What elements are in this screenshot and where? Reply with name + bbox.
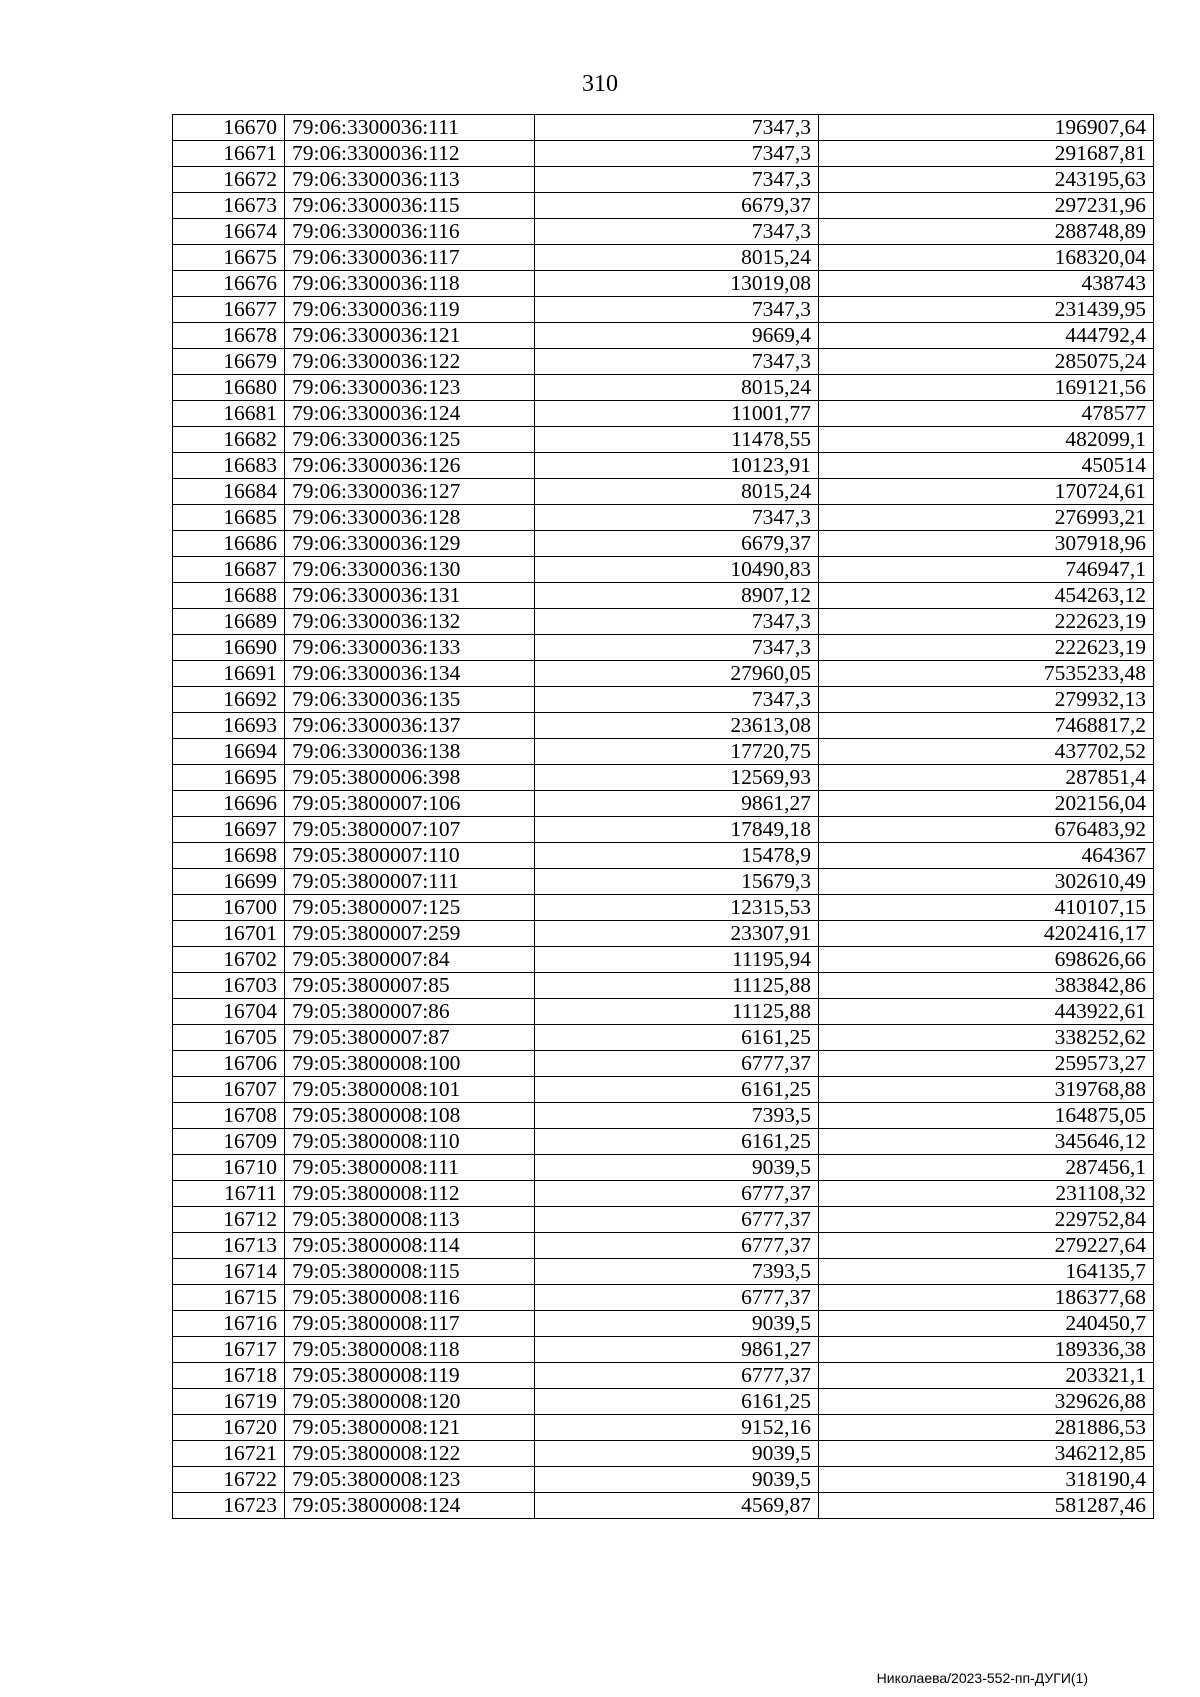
cadastral-value-cell: 454263,12 — [819, 583, 1154, 609]
area-cell: 6679,37 — [535, 193, 819, 219]
table-row — [173, 1051, 1154, 1077]
row-number-cell: 16711 — [173, 1181, 285, 1207]
cadastral-number-cell: 79:06:3300036:129 — [285, 531, 535, 557]
cadastral-value-cell: 444792,4 — [819, 323, 1154, 349]
row-number-cell: 16708 — [173, 1103, 285, 1129]
row-number-cell: 16710 — [173, 1155, 285, 1181]
cadastral-value-cell: 7535233,48 — [819, 661, 1154, 687]
cadastral-number-cell: 79:06:3300036:134 — [285, 661, 535, 687]
table-row — [173, 1207, 1154, 1233]
cadastral-value-cell: 329626,88 — [819, 1389, 1154, 1415]
row-number-cell: 16722 — [173, 1467, 285, 1493]
cadastral-value-cell: 170724,61 — [819, 479, 1154, 505]
area-cell: 4569,87 — [535, 1493, 819, 1519]
cadastral-number-cell: 79:05:3800008:101 — [285, 1077, 535, 1103]
table-row — [173, 479, 1154, 505]
cadastral-number-cell: 79:06:3300036:122 — [285, 349, 535, 375]
row-number-cell: 16714 — [173, 1259, 285, 1285]
cadastral-value-cell: 410107,15 — [819, 895, 1154, 921]
table-row — [173, 1259, 1154, 1285]
table-row — [173, 1337, 1154, 1363]
area-cell: 23613,08 — [535, 713, 819, 739]
table-row — [173, 167, 1154, 193]
cadastral-number-cell: 79:05:3800008:121 — [285, 1415, 535, 1441]
row-number-cell: 16697 — [173, 817, 285, 843]
cadastral-value-cell: 297231,96 — [819, 193, 1154, 219]
table-row — [173, 739, 1154, 765]
table-row — [173, 505, 1154, 531]
cadastral-value-cell: 4202416,17 — [819, 921, 1154, 947]
row-number-cell: 16692 — [173, 687, 285, 713]
cadastral-value-cell: 346212,85 — [819, 1441, 1154, 1467]
row-number-cell: 16698 — [173, 843, 285, 869]
cadastral-number-cell: 79:06:3300036:116 — [285, 219, 535, 245]
cadastral-value-table — [172, 114, 1154, 1519]
cadastral-number-cell: 79:06:3300036:132 — [285, 609, 535, 635]
table-row — [173, 687, 1154, 713]
row-number-cell: 16702 — [173, 947, 285, 973]
area-cell: 7393,5 — [535, 1259, 819, 1285]
table-row — [173, 427, 1154, 453]
cadastral-value-cell: 279932,13 — [819, 687, 1154, 713]
cadastral-value-cell: 307918,96 — [819, 531, 1154, 557]
row-number-cell: 16685 — [173, 505, 285, 531]
area-cell: 7347,3 — [535, 115, 819, 141]
cadastral-value-cell: 196907,64 — [819, 115, 1154, 141]
table-row — [173, 869, 1154, 895]
table-row — [173, 1103, 1154, 1129]
area-cell: 7347,3 — [535, 505, 819, 531]
cadastral-value-cell: 478577 — [819, 401, 1154, 427]
table-row — [173, 1363, 1154, 1389]
cadastral-value-cell: 287851,4 — [819, 765, 1154, 791]
cadastral-number-cell: 79:06:3300036:135 — [285, 687, 535, 713]
cadastral-number-cell: 79:06:3300036:137 — [285, 713, 535, 739]
area-cell: 9039,5 — [535, 1311, 819, 1337]
cadastral-number-cell: 79:06:3300036:130 — [285, 557, 535, 583]
cadastral-number-cell: 79:05:3800007:107 — [285, 817, 535, 843]
table-row — [173, 531, 1154, 557]
table-row — [173, 973, 1154, 999]
area-cell: 15679,3 — [535, 869, 819, 895]
area-cell: 6777,37 — [535, 1051, 819, 1077]
row-number-cell: 16701 — [173, 921, 285, 947]
cadastral-value-cell: 222623,19 — [819, 609, 1154, 635]
cadastral-value-cell: 164875,05 — [819, 1103, 1154, 1129]
cadastral-value-cell: 203321,1 — [819, 1363, 1154, 1389]
table-row — [173, 583, 1154, 609]
cadastral-number-cell: 79:05:3800007:85 — [285, 973, 535, 999]
row-number-cell: 16691 — [173, 661, 285, 687]
area-cell: 7347,3 — [535, 141, 819, 167]
table-row — [173, 557, 1154, 583]
cadastral-value-cell: 581287,46 — [819, 1493, 1154, 1519]
area-cell: 12569,93 — [535, 765, 819, 791]
row-number-cell: 16689 — [173, 609, 285, 635]
table-row — [173, 765, 1154, 791]
area-cell: 11195,94 — [535, 947, 819, 973]
cadastral-value-cell: 698626,66 — [819, 947, 1154, 973]
table-row — [173, 635, 1154, 661]
page-number: 310 — [582, 71, 618, 97]
table-row — [173, 1025, 1154, 1051]
cadastral-value-cell: 281886,53 — [819, 1415, 1154, 1441]
cadastral-number-cell: 79:05:3800007:106 — [285, 791, 535, 817]
cadastral-value-cell: 302610,49 — [819, 869, 1154, 895]
area-cell: 6777,37 — [535, 1233, 819, 1259]
cadastral-value-cell: 438743 — [819, 271, 1154, 297]
cadastral-number-cell: 79:05:3800008:124 — [285, 1493, 535, 1519]
row-number-cell: 16690 — [173, 635, 285, 661]
row-number-cell: 16721 — [173, 1441, 285, 1467]
cadastral-number-cell: 79:06:3300036:124 — [285, 401, 535, 427]
row-number-cell: 16717 — [173, 1337, 285, 1363]
row-number-cell: 16696 — [173, 791, 285, 817]
area-cell: 7347,3 — [535, 687, 819, 713]
cadastral-number-cell: 79:05:3800006:398 — [285, 765, 535, 791]
table-row — [173, 947, 1154, 973]
cadastral-value-cell: 164135,7 — [819, 1259, 1154, 1285]
cadastral-value-cell: 437702,52 — [819, 739, 1154, 765]
cadastral-number-cell: 79:05:3800008:110 — [285, 1129, 535, 1155]
cadastral-value-cell: 202156,04 — [819, 791, 1154, 817]
area-cell: 11478,55 — [535, 427, 819, 453]
cadastral-number-cell: 79:06:3300036:128 — [285, 505, 535, 531]
area-cell: 11125,88 — [535, 973, 819, 999]
area-cell: 7347,3 — [535, 349, 819, 375]
table-row — [173, 999, 1154, 1025]
cadastral-number-cell: 79:06:3300036:125 — [285, 427, 535, 453]
row-number-cell: 16682 — [173, 427, 285, 453]
table-row — [173, 713, 1154, 739]
cadastral-number-cell: 79:06:3300036:115 — [285, 193, 535, 219]
area-cell: 13019,08 — [535, 271, 819, 297]
cadastral-number-cell: 79:06:3300036:118 — [285, 271, 535, 297]
cadastral-number-cell: 79:05:3800008:111 — [285, 1155, 535, 1181]
row-number-cell: 16716 — [173, 1311, 285, 1337]
table-row — [173, 1467, 1154, 1493]
area-cell: 6777,37 — [535, 1285, 819, 1311]
cadastral-value-cell: 318190,4 — [819, 1467, 1154, 1493]
area-cell: 11001,77 — [535, 401, 819, 427]
table-row — [173, 1285, 1154, 1311]
area-cell: 8015,24 — [535, 479, 819, 505]
table-row — [173, 791, 1154, 817]
cadastral-number-cell: 79:05:3800008:116 — [285, 1285, 535, 1311]
cadastral-value-cell: 231108,32 — [819, 1181, 1154, 1207]
cadastral-number-cell: 79:06:3300036:112 — [285, 141, 535, 167]
cadastral-value-cell: 279227,64 — [819, 1233, 1154, 1259]
area-cell: 6161,25 — [535, 1025, 819, 1051]
row-number-cell: 16681 — [173, 401, 285, 427]
area-cell: 11125,88 — [535, 999, 819, 1025]
row-number-cell: 16712 — [173, 1207, 285, 1233]
table-row — [173, 375, 1154, 401]
row-number-cell: 16718 — [173, 1363, 285, 1389]
cadastral-value-cell: 338252,62 — [819, 1025, 1154, 1051]
table-row — [173, 1415, 1154, 1441]
row-number-cell: 16703 — [173, 973, 285, 999]
area-cell: 6161,25 — [535, 1129, 819, 1155]
row-number-cell: 16720 — [173, 1415, 285, 1441]
table-row — [173, 1493, 1154, 1519]
cadastral-number-cell: 79:05:3800008:108 — [285, 1103, 535, 1129]
row-number-cell: 16683 — [173, 453, 285, 479]
cadastral-number-cell: 79:05:3800008:120 — [285, 1389, 535, 1415]
table-body — [173, 115, 1154, 1519]
cadastral-number-cell: 79:05:3800007:87 — [285, 1025, 535, 1051]
row-number-cell: 16706 — [173, 1051, 285, 1077]
area-cell: 10123,91 — [535, 453, 819, 479]
table-row — [173, 297, 1154, 323]
cadastral-number-cell: 79:05:3800008:114 — [285, 1233, 535, 1259]
row-number-cell: 16709 — [173, 1129, 285, 1155]
area-cell: 6777,37 — [535, 1207, 819, 1233]
area-cell: 9861,27 — [535, 1337, 819, 1363]
table-row — [173, 141, 1154, 167]
area-cell: 9152,16 — [535, 1415, 819, 1441]
area-cell: 9861,27 — [535, 791, 819, 817]
cadastral-number-cell: 79:06:3300036:133 — [285, 635, 535, 661]
area-cell: 8015,24 — [535, 245, 819, 271]
row-number-cell: 16673 — [173, 193, 285, 219]
table-row — [173, 401, 1154, 427]
row-number-cell: 16674 — [173, 219, 285, 245]
cadastral-value-cell: 291687,81 — [819, 141, 1154, 167]
row-number-cell: 16680 — [173, 375, 285, 401]
cadastral-number-cell: 79:05:3800007:125 — [285, 895, 535, 921]
row-number-cell: 16704 — [173, 999, 285, 1025]
table-row — [173, 1181, 1154, 1207]
row-number-cell: 16678 — [173, 323, 285, 349]
area-cell: 6777,37 — [535, 1363, 819, 1389]
cadastral-number-cell: 79:05:3800008:117 — [285, 1311, 535, 1337]
area-cell: 9039,5 — [535, 1441, 819, 1467]
table-row — [173, 219, 1154, 245]
cadastral-number-cell: 79:05:3800007:86 — [285, 999, 535, 1025]
row-number-cell: 16723 — [173, 1493, 285, 1519]
cadastral-value-cell: 345646,12 — [819, 1129, 1154, 1155]
table-row — [173, 245, 1154, 271]
row-number-cell: 16715 — [173, 1285, 285, 1311]
cadastral-number-cell: 79:05:3800008:119 — [285, 1363, 535, 1389]
row-number-cell: 16675 — [173, 245, 285, 271]
cadastral-number-cell: 79:05:3800008:112 — [285, 1181, 535, 1207]
cadastral-value-cell: 240450,7 — [819, 1311, 1154, 1337]
row-number-cell: 16686 — [173, 531, 285, 557]
cadastral-number-cell: 79:06:3300036:111 — [285, 115, 535, 141]
table-row — [173, 609, 1154, 635]
area-cell: 7347,3 — [535, 297, 819, 323]
area-cell: 7347,3 — [535, 167, 819, 193]
table-row — [173, 193, 1154, 219]
row-number-cell: 16688 — [173, 583, 285, 609]
area-cell: 7393,5 — [535, 1103, 819, 1129]
table-row — [173, 1077, 1154, 1103]
cadastral-number-cell: 79:06:3300036:138 — [285, 739, 535, 765]
area-cell: 7347,3 — [535, 219, 819, 245]
cadastral-value-cell: 243195,63 — [819, 167, 1154, 193]
row-number-cell: 16670 — [173, 115, 285, 141]
cadastral-value-cell: 222623,19 — [819, 635, 1154, 661]
cadastral-value-cell: 7468817,2 — [819, 713, 1154, 739]
table-row — [173, 1129, 1154, 1155]
area-cell: 6679,37 — [535, 531, 819, 557]
area-cell: 23307,91 — [535, 921, 819, 947]
table-row — [173, 843, 1154, 869]
cadastral-value-cell: 231439,95 — [819, 297, 1154, 323]
cadastral-value-cell: 186377,68 — [819, 1285, 1154, 1311]
row-number-cell: 16699 — [173, 869, 285, 895]
row-number-cell: 16693 — [173, 713, 285, 739]
cadastral-value-cell: 287456,1 — [819, 1155, 1154, 1181]
table-row — [173, 1311, 1154, 1337]
table-row — [173, 453, 1154, 479]
table-row — [173, 1389, 1154, 1415]
row-number-cell: 16707 — [173, 1077, 285, 1103]
area-cell: 8907,12 — [535, 583, 819, 609]
area-cell: 8015,24 — [535, 375, 819, 401]
area-cell: 9039,5 — [535, 1155, 819, 1181]
cadastral-number-cell: 79:05:3800007:259 — [285, 921, 535, 947]
row-number-cell: 16684 — [173, 479, 285, 505]
row-number-cell: 16713 — [173, 1233, 285, 1259]
cadastral-number-cell: 79:05:3800008:113 — [285, 1207, 535, 1233]
row-number-cell: 16719 — [173, 1389, 285, 1415]
cadastral-number-cell: 79:06:3300036:119 — [285, 297, 535, 323]
area-cell: 12315,53 — [535, 895, 819, 921]
cadastral-value-cell: 168320,04 — [819, 245, 1154, 271]
table-row — [173, 271, 1154, 297]
cadastral-number-cell: 79:05:3800008:118 — [285, 1337, 535, 1363]
cadastral-value-cell: 229752,84 — [819, 1207, 1154, 1233]
area-cell: 17720,75 — [535, 739, 819, 765]
cadastral-number-cell: 79:06:3300036:123 — [285, 375, 535, 401]
cadastral-number-cell: 79:05:3800007:110 — [285, 843, 535, 869]
cadastral-value-cell: 482099,1 — [819, 427, 1154, 453]
row-number-cell: 16687 — [173, 557, 285, 583]
table-row — [173, 1233, 1154, 1259]
cadastral-number-cell: 79:05:3800008:123 — [285, 1467, 535, 1493]
cadastral-number-cell: 79:05:3800008:122 — [285, 1441, 535, 1467]
table-row — [173, 323, 1154, 349]
area-cell: 10490,83 — [535, 557, 819, 583]
table-row — [173, 817, 1154, 843]
cadastral-number-cell: 79:05:3800007:111 — [285, 869, 535, 895]
table-row — [173, 895, 1154, 921]
area-cell: 7347,3 — [535, 609, 819, 635]
cadastral-value-cell: 746947,1 — [819, 557, 1154, 583]
area-cell: 15478,9 — [535, 843, 819, 869]
table-row — [173, 1155, 1154, 1181]
row-number-cell: 16677 — [173, 297, 285, 323]
row-number-cell: 16676 — [173, 271, 285, 297]
cadastral-value-cell: 319768,88 — [819, 1077, 1154, 1103]
table-row — [173, 1441, 1154, 1467]
cadastral-value-cell: 259573,27 — [819, 1051, 1154, 1077]
cadastral-number-cell: 79:06:3300036:126 — [285, 453, 535, 479]
row-number-cell: 16672 — [173, 167, 285, 193]
cadastral-value-cell: 383842,86 — [819, 973, 1154, 999]
cadastral-number-cell: 79:05:3800008:100 — [285, 1051, 535, 1077]
cadastral-value-cell: 285075,24 — [819, 349, 1154, 375]
area-cell: 7347,3 — [535, 635, 819, 661]
row-number-cell: 16694 — [173, 739, 285, 765]
cadastral-value-cell: 189336,38 — [819, 1337, 1154, 1363]
cadastral-number-cell: 79:06:3300036:121 — [285, 323, 535, 349]
row-number-cell: 16700 — [173, 895, 285, 921]
area-cell: 6777,37 — [535, 1181, 819, 1207]
table-row — [173, 349, 1154, 375]
cadastral-value-cell: 464367 — [819, 843, 1154, 869]
cadastral-value-cell: 676483,92 — [819, 817, 1154, 843]
area-cell: 6161,25 — [535, 1389, 819, 1415]
document-footer-code: Николаева/2023-552-пп-ДУГИ(1) — [876, 1670, 1088, 1686]
row-number-cell: 16705 — [173, 1025, 285, 1051]
cadastral-value-cell: 443922,61 — [819, 999, 1154, 1025]
row-number-cell: 16671 — [173, 141, 285, 167]
cadastral-value-cell: 169121,56 — [819, 375, 1154, 401]
cadastral-number-cell: 79:05:3800008:115 — [285, 1259, 535, 1285]
table-row — [173, 115, 1154, 141]
cadastral-value-cell: 450514 — [819, 453, 1154, 479]
table-row — [173, 661, 1154, 687]
area-cell: 17849,18 — [535, 817, 819, 843]
cadastral-number-cell: 79:06:3300036:113 — [285, 167, 535, 193]
cadastral-number-cell: 79:06:3300036:131 — [285, 583, 535, 609]
area-cell: 6161,25 — [535, 1077, 819, 1103]
table-row — [173, 921, 1154, 947]
area-cell: 9039,5 — [535, 1467, 819, 1493]
row-number-cell: 16679 — [173, 349, 285, 375]
cadastral-number-cell: 79:06:3300036:127 — [285, 479, 535, 505]
cadastral-value-cell: 276993,21 — [819, 505, 1154, 531]
cadastral-number-cell: 79:05:3800007:84 — [285, 947, 535, 973]
row-number-cell: 16695 — [173, 765, 285, 791]
area-cell: 27960,05 — [535, 661, 819, 687]
area-cell: 9669,4 — [535, 323, 819, 349]
cadastral-value-cell: 288748,89 — [819, 219, 1154, 245]
cadastral-number-cell: 79:06:3300036:117 — [285, 245, 535, 271]
